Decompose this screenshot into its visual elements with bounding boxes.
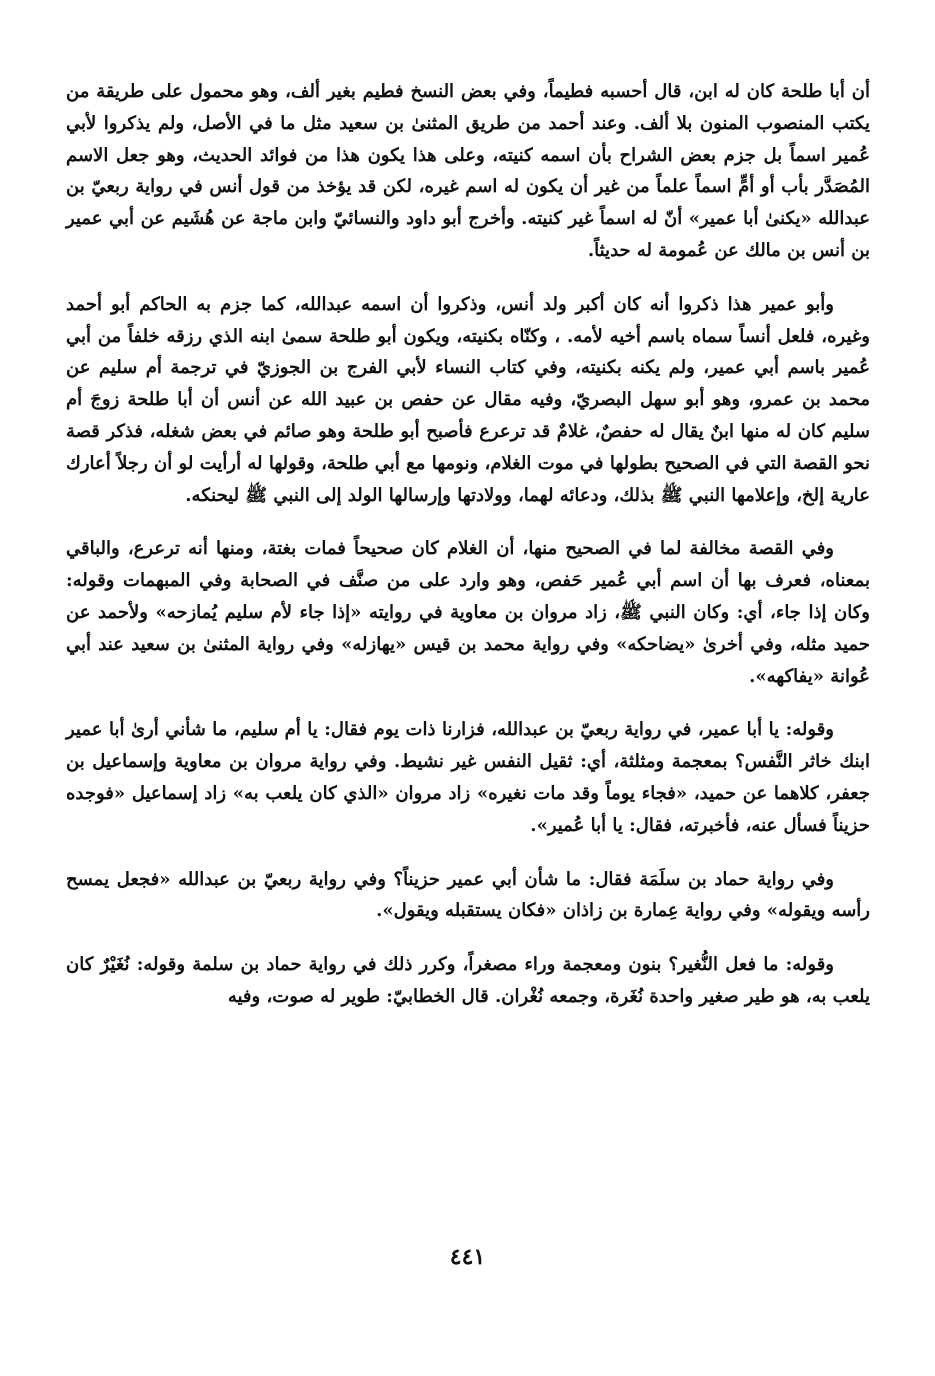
paragraph-1: أن أبا طلحة كان له ابن، قال أحسبه فطيماً، وفي بعض النسخ فطيم بغير ألف، وهو محمول على طريقة من يكتب المنصوب المنون بلا ألف. وعند أحمد من طريق المثنىٰ بن سعيد مثل ما في الأصل، ولم يذكروا لأبي عُمير اسماً بل جزم بعض الشراح بأن اسمه كنيته، وعلى هذا يكون هذا من فوائد الحديث، وهو جعل الاسم المُصَدَّر بأب أو أمٍّ اسماً علماً من غير أن يكون له اسم غيره، لكن قد يؤخذ من قول أنس في رواية ربعيّ بن عبدالله «يكنىٰ أبا عمير» أنّ له اسماً غير كنيته. وأخرج أبو داود والنسائيّ وابن ماجة عن هُشَيم عن أبي عمير بن أنس بن مالك عن عُمومة له حديثاً. <box>66 81 870 261</box>
paragraph-4: وقوله: يا أبا عمير، في رواية ربعيّ بن عبدالله، فزارنا ذات يوم فقال: يا أم سليم، ما شأني أرىٰ أبا عمير ابنك خاثر النَّفس؟ بمعجمة ومثلثة، أي: ثقيل النفس غير نشيط. وفي رواية مروان بن معاوية وإسماعيل بن جعفر، كلاهما عن حميد، «فجاء يوماً وقد مات نغيره» زاد مروان «الذي كان يلعب به» زاد إسماعيل «فوجده حزيناً فسأل عنه، فأخبرته، فقال: يا أبا عُمير». <box>66 719 870 836</box>
page-body-text <box>66 76 870 1013</box>
paragraph-3: وفي القصة مخالفة لما في الصحيح منها، أن الغلام كان صحيحاً فمات بغتة، ومنها أنه ترعرع، والباقي بمعناه، فعرف بها أن اسم أبي عُمير حَفص، وهو وارد على من صنَّف في الصحابة وفي المبهمات وقوله: وكان إذا جاء، أي: وكان النبي ﷺ، زاد مروان بن معاوية في روايته «إذا جاء لأم سليم يُمازحه» ولأحمد عن حميد مثله، وفي أخرىٰ «يضاحكه» وفي رواية محمد بن قيس «يهازله» وفي رواية المثنىٰ بن سعيد عند أبي عُوانة «يفاكهه». <box>66 538 870 687</box>
paragraph-6: وقوله: ما فعل النُّغير؟ بنون ومعجمة وراء مصغراً، وكرر ذلك في رواية حماد بن سلمة وقوله: نُغَيْرٌ كان يلعب به، هو طير صغير واحدة نُغَرة، وجمعه نُغْران. قال الخطابيّ: طوير له صوت، وفيه <box>66 954 870 1007</box>
paragraph-5: وفي رواية حماد بن سلَمَة فقال: ما شأن أبي عمير حزيناً؟ وفي رواية ربعيّ بن عبدالله «فجعل يمسح رأسه ويقوله» وفي رواية عِمارة بن زاذان «فكان يستقبله ويقول». <box>66 868 870 922</box>
paragraph-2: وأبو عمير هذا ذكروا أنه كان أكبر ولد أنس، وذكروا أن اسمه عبدالله، كما جزم به الحاكم أبو أحمد وغيره، فلعل أنساً سماه باسم أخيه لأمه. ، وكنّاه بكنيته، ويكون أبو طلحة سمىٰ ابنه الذي رزقه خلفاً من أبي عُمير باسم أبي عمير، ولم يكنه بكنيته، وفي كتاب النساء لأبي الفرج بن الجوزيّ في ترجمة أم سليم عن محمد بن عمرو، وهو أبو سهل البصريّ، وفيه مقال عن حفص بن عبيد الله عن أنس أن أبا طلحة زوجَ أم سليم كان له منها ابنٌ يقال له حفصٌ، غلامٌ قد ترعرع فأصبح أبو طلحة وهو صائم في بعض شغله، فذكر قصة نحو القصة التي في الصحيح بطولها في موت الغلام، ونومها مع أبي طلحة، وقولها له أرأيت لو أن رجلاً أعارك عارية إلخ، وإعلامها النبي ﷺ بذلك، ودعائه لهما، وولادتها وإرسالها الولد إلى النبي ﷺ ليحنكه. <box>66 293 870 506</box>
page-number: ٤٤١ <box>449 1244 486 1270</box>
